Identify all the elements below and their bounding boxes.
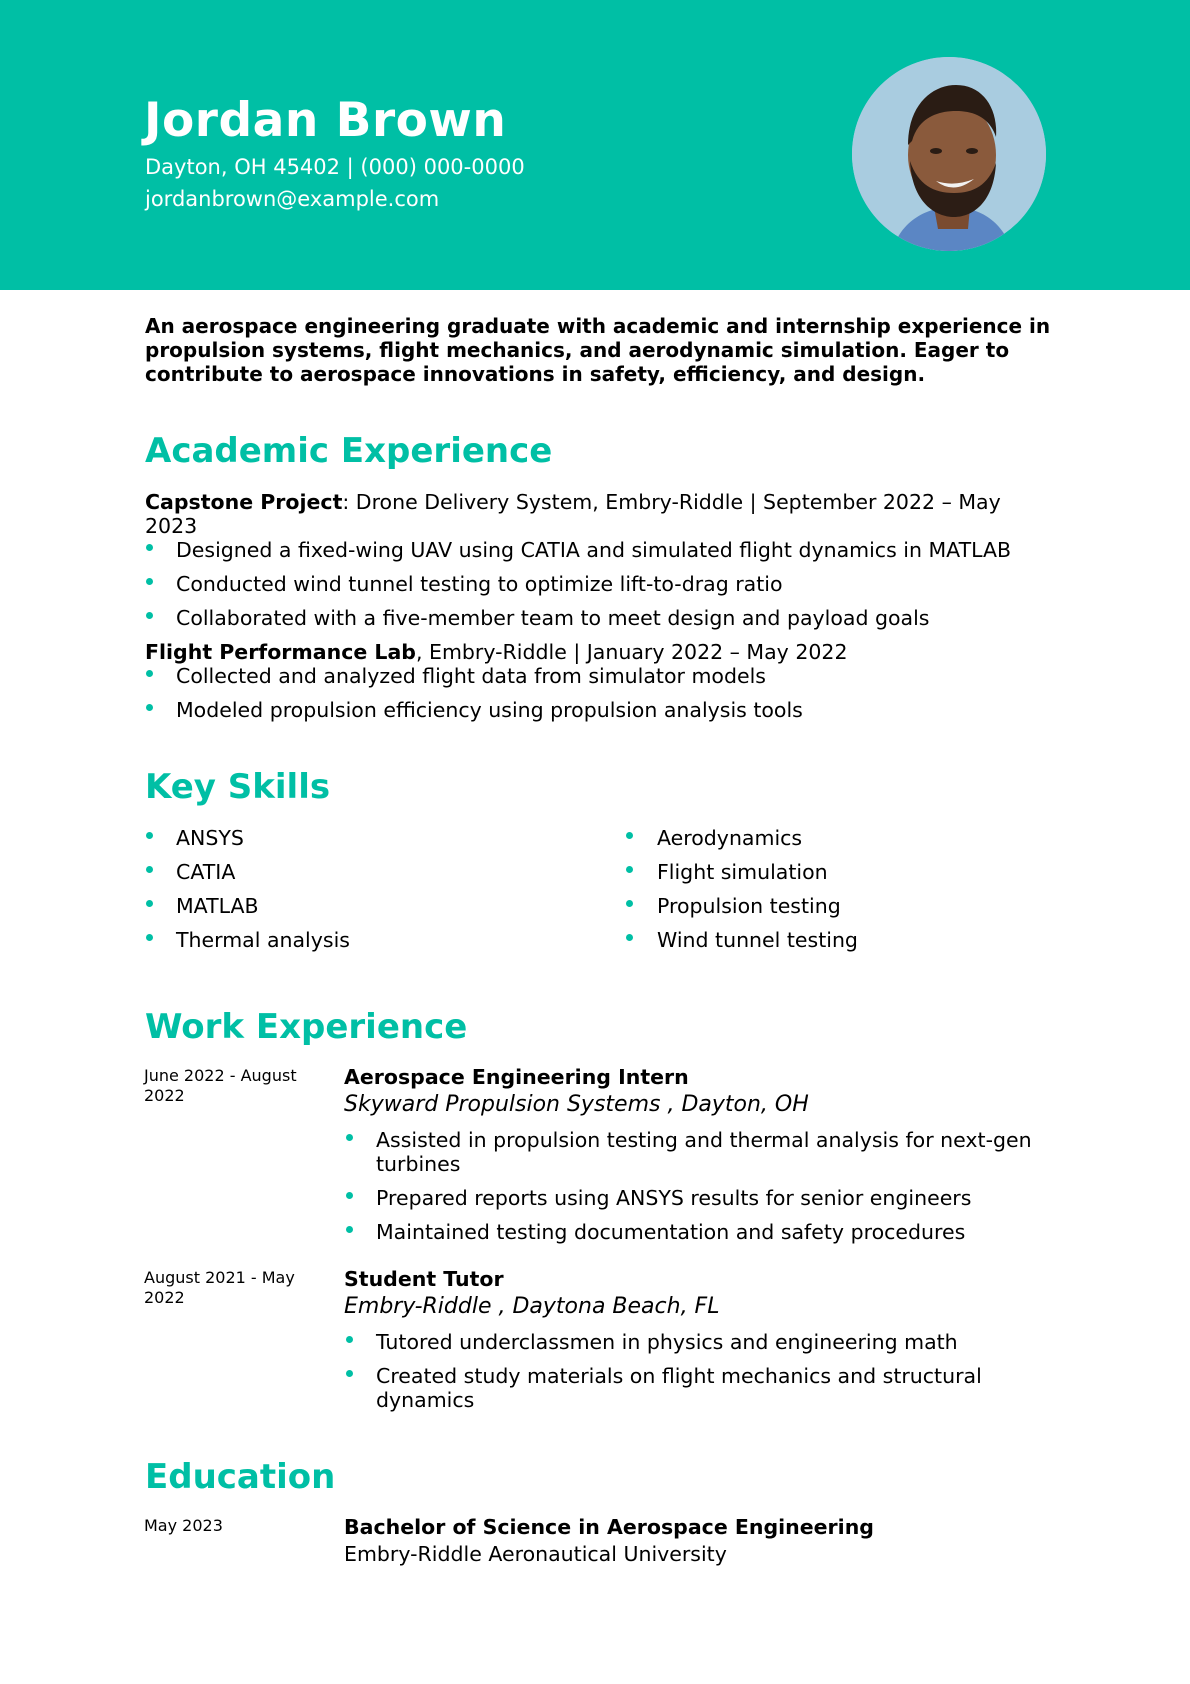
list-item bbox=[376, 1330, 1036, 1354]
bullet-icon bbox=[146, 900, 153, 907]
bullet-icon bbox=[626, 866, 633, 873]
education-degree: Bachelor of Science in Aerospace Engineering bbox=[344, 1515, 874, 1539]
academic-entry-header bbox=[145, 490, 1025, 538]
bullet-icon bbox=[146, 544, 153, 551]
bullet-icon bbox=[146, 866, 153, 873]
header-banner bbox=[0, 0, 1190, 290]
section-title-education: Education bbox=[145, 1457, 336, 1497]
skill-text: MATLAB bbox=[176, 894, 259, 918]
academic-entry-details: : Drone Delivery System, Embry-Riddle | September 2022 – May 2023 bbox=[145, 490, 1001, 538]
profile-photo bbox=[852, 57, 1046, 251]
skill-text: Wind tunnel testing bbox=[657, 928, 858, 952]
list-item bbox=[376, 1186, 1036, 1210]
bullet-icon bbox=[626, 934, 633, 941]
list-item bbox=[376, 1364, 1036, 1412]
bullet-text: Assisted in propulsion testing and thermal analysis for next-gen turbines bbox=[376, 1128, 1032, 1176]
candidate-name: Jordan Brown bbox=[144, 93, 507, 148]
bullet-icon bbox=[346, 1192, 353, 1199]
bullet-text: Conducted wind tunnel testing to optimize lift-to-drag ratio bbox=[176, 572, 783, 596]
bullet-text: Collected and analyzed flight data from simulator models bbox=[176, 664, 766, 688]
bullet-icon bbox=[146, 670, 153, 677]
job-role: Aerospace Engineering Intern bbox=[344, 1065, 689, 1089]
bullet-icon bbox=[626, 832, 633, 839]
professional-summary: An aerospace engineering graduate with academic and internship experience in propulsion systems, flight mechanics, and aerodynamic simulation. Eager to contribute to aerospace innovations in safety, efficiency, and design. bbox=[145, 314, 1051, 386]
section-title-work: Work Experience bbox=[145, 1007, 468, 1047]
section-title-skills: Key Skills bbox=[145, 767, 331, 807]
contact-line: Dayton, OH 45402 | (000) 000-0000 bbox=[145, 155, 525, 179]
bullet-icon bbox=[146, 578, 153, 585]
education-school: Embry-Riddle Aeronautical University bbox=[344, 1542, 727, 1566]
job-role: Student Tutor bbox=[344, 1267, 504, 1291]
email: jordanbrown@example.com bbox=[145, 187, 440, 211]
education-date: May 2023 bbox=[144, 1516, 223, 1535]
person-portrait-icon bbox=[852, 57, 1046, 251]
job-dates: August 2021 - May 2022 bbox=[144, 1268, 295, 1307]
bullet-text: Collaborated with a five-member team to meet design and payload goals bbox=[176, 606, 930, 630]
bullet-icon bbox=[346, 1134, 353, 1141]
bullet-icon bbox=[346, 1336, 353, 1343]
job-company: Embry-Riddle , Daytona Beach, FL bbox=[344, 1294, 720, 1319]
bullet-icon bbox=[146, 612, 153, 619]
bullet-icon bbox=[346, 1226, 353, 1233]
bullet-text: Tutored underclassmen in physics and engineering math bbox=[376, 1330, 958, 1354]
academic-entry-details: , Embry-Riddle | January 2022 – May 2022 bbox=[415, 640, 848, 664]
skill-text: Thermal analysis bbox=[176, 928, 350, 952]
bullet-text: Prepared reports using ANSYS results for senior engineers bbox=[376, 1186, 972, 1210]
bullet-icon bbox=[146, 704, 153, 711]
list-item bbox=[376, 1128, 1036, 1176]
bullet-icon bbox=[146, 832, 153, 839]
skill-text: CATIA bbox=[176, 860, 236, 884]
academic-entry-name: Capstone Project bbox=[145, 490, 343, 514]
skill-text: Flight simulation bbox=[657, 860, 828, 884]
bullet-icon bbox=[626, 900, 633, 907]
skill-text: ANSYS bbox=[176, 826, 244, 850]
academic-entry-name: Flight Performance Lab bbox=[145, 640, 416, 664]
bullet-text: Modeled propulsion efficiency using propulsion analysis tools bbox=[176, 698, 803, 722]
list-item bbox=[376, 1220, 1036, 1244]
skill-text: Propulsion testing bbox=[657, 894, 841, 918]
academic-entry-header bbox=[145, 640, 1025, 664]
bullet-icon bbox=[146, 934, 153, 941]
bullet-icon bbox=[346, 1370, 353, 1377]
section-title-academic: Academic Experience bbox=[145, 431, 553, 471]
job-dates: June 2022 - August 2022 bbox=[144, 1066, 297, 1105]
bullet-text: Designed a fixed-wing UAV using CATIA and simulated flight dynamics in MATLAB bbox=[176, 538, 1012, 562]
bullet-text: Maintained testing documentation and safety procedures bbox=[376, 1220, 966, 1244]
bullet-text: Created study materials on flight mechanics and structural dynamics bbox=[376, 1364, 982, 1412]
job-company: Skyward Propulsion Systems , Dayton, OH bbox=[344, 1092, 809, 1117]
skill-text: Aerodynamics bbox=[657, 826, 803, 850]
